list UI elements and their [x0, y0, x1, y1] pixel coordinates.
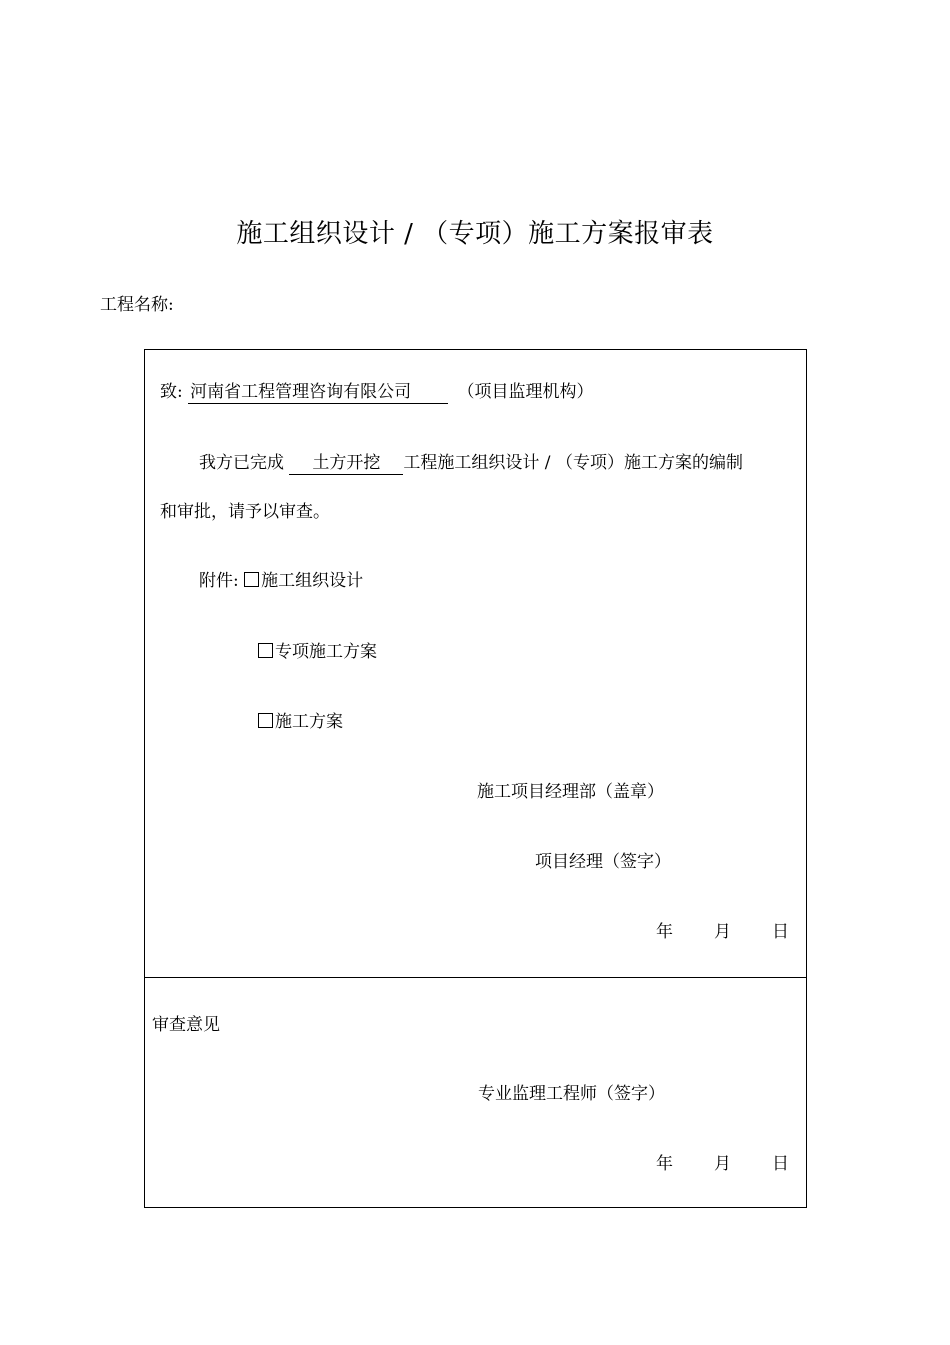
project-name-label: 工程名称:: [100, 295, 174, 315]
review-opinion-label: 审查意见: [152, 1015, 220, 1035]
statement-lead: 我方已完成: [199, 453, 284, 473]
option-special-plan: 专项施工方案: [275, 642, 377, 662]
attachment-row-1: [199, 570, 363, 592]
statement-tail: 工程施工组织设计 / （专项）施工方案的编制: [403, 453, 743, 473]
date-year: 年: [656, 1154, 673, 1174]
form-title: 施工组织设计 / （专项）施工方案报审表: [236, 219, 714, 249]
date-month: 月: [714, 922, 731, 942]
attachment-row-3: [258, 711, 343, 733]
form-table: [144, 349, 807, 1208]
option-construction-plan: 施工方案: [275, 712, 343, 732]
recipient-prefix: 致:: [160, 382, 183, 402]
section-divider: [145, 977, 806, 978]
recipient-line: [160, 381, 594, 404]
recipient-company: 河南省工程管理咨询有限公司: [188, 381, 448, 404]
date-day: 日: [772, 922, 789, 942]
contractor-seal-label: 施工项目经理部（盖章）: [477, 782, 664, 802]
statement-line-1: [199, 452, 743, 475]
review-date: [656, 1153, 789, 1175]
project-manager-sign-label: 项目经理（签字）: [535, 852, 671, 872]
attachment-row-2: [258, 641, 377, 663]
contractor-date: [656, 921, 789, 943]
recipient-suffix: （项目监理机构）: [457, 382, 594, 402]
checkbox-special-plan[interactable]: [258, 643, 273, 658]
engineer-sign-label: 专业监理工程师（签字）: [478, 1084, 665, 1104]
statement-line-2: 和审批，请予以审查。: [160, 502, 330, 522]
attachments-label: 附件:: [199, 571, 239, 591]
option-construction-design: 施工组织设计: [261, 571, 364, 591]
statement-project: 土方开挖: [289, 452, 403, 475]
date-year: 年: [656, 922, 673, 942]
date-month: 月: [714, 1154, 731, 1174]
date-day: 日: [772, 1154, 789, 1174]
checkbox-construction-plan[interactable]: [258, 713, 273, 728]
checkbox-construction-design[interactable]: [244, 572, 259, 587]
